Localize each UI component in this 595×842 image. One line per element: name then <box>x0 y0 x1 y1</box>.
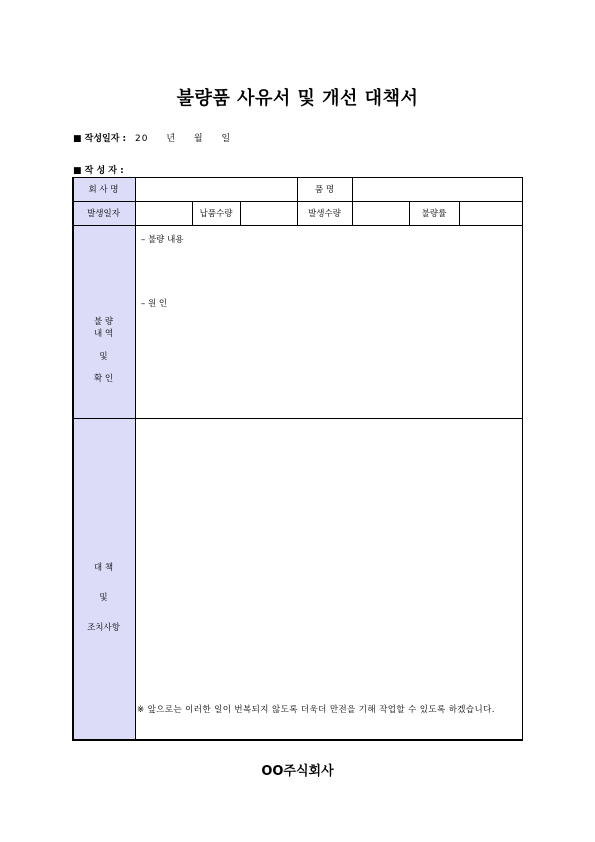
defect-section-label-cell <box>72 225 135 418</box>
author-label: ■ 작 성 자 : <box>73 166 124 176</box>
delivery-qty-label: 납품수량 <box>199 209 233 219</box>
defect-content-area[interactable] <box>135 225 523 418</box>
defect-rate-input[interactable] <box>459 201 523 225</box>
occur-qty-input[interactable] <box>352 201 409 225</box>
product-label-cell <box>297 177 352 201</box>
occur-qty-label-cell <box>297 201 352 225</box>
occur-date-label-cell <box>72 201 135 225</box>
defect-content-label: – 불량 내용 <box>141 235 184 245</box>
company-footer: OO주식회사 <box>261 764 334 779</box>
company-label: 회 사 명 <box>88 185 119 195</box>
measure-section-label: 대 책 및 조치사항 <box>87 563 120 633</box>
report-table <box>72 177 523 740</box>
author-line <box>73 163 124 176</box>
table-line-row2 <box>72 225 523 226</box>
table-line-col-b <box>240 201 241 225</box>
commitment-note: ※ 앞으로는 이러한 일이 번복되지 않도록 더욱더 만전을 기해 작업할 수 있도록 하겠습니다. <box>137 705 495 715</box>
cause-label: – 원 인 <box>141 299 168 309</box>
date-value[interactable]: 20 년 월 일 <box>135 134 232 144</box>
table-line-col-c <box>409 201 410 225</box>
table-line-col-mid <box>297 177 298 225</box>
table-border-left <box>72 177 74 740</box>
company-input[interactable] <box>135 177 297 201</box>
measure-content-area[interactable] <box>135 418 523 740</box>
product-input[interactable] <box>352 177 523 201</box>
table-line-col-a <box>192 201 193 225</box>
occur-date-input[interactable] <box>135 201 192 225</box>
date-label: ■ 작성일자 : <box>73 134 127 144</box>
table-line-col-label <box>135 177 136 740</box>
occur-date-label: 발생일자 <box>87 209 120 219</box>
delivery-qty-input[interactable] <box>240 201 297 225</box>
product-label: 품 명 <box>314 185 335 195</box>
defect-section-label: 불 량 내 역 및 확 인 <box>93 316 114 385</box>
table-line-col-d <box>459 201 460 225</box>
measure-section-label-cell <box>72 418 135 740</box>
table-border-right <box>522 177 523 740</box>
defect-rate-label-cell <box>409 201 459 225</box>
table-line-row3 <box>72 418 523 419</box>
table-line-col-mid2 <box>352 177 353 225</box>
occur-qty-label: 발생수량 <box>308 209 341 219</box>
table-border-bottom <box>72 739 523 741</box>
delivery-qty-label-cell <box>192 201 240 225</box>
document-title: 불량품 사유서 및 개선 대책서 <box>176 88 419 109</box>
defect-rate-label: 불량률 <box>421 209 447 219</box>
date-line <box>73 131 231 144</box>
company-label-cell <box>72 177 135 201</box>
